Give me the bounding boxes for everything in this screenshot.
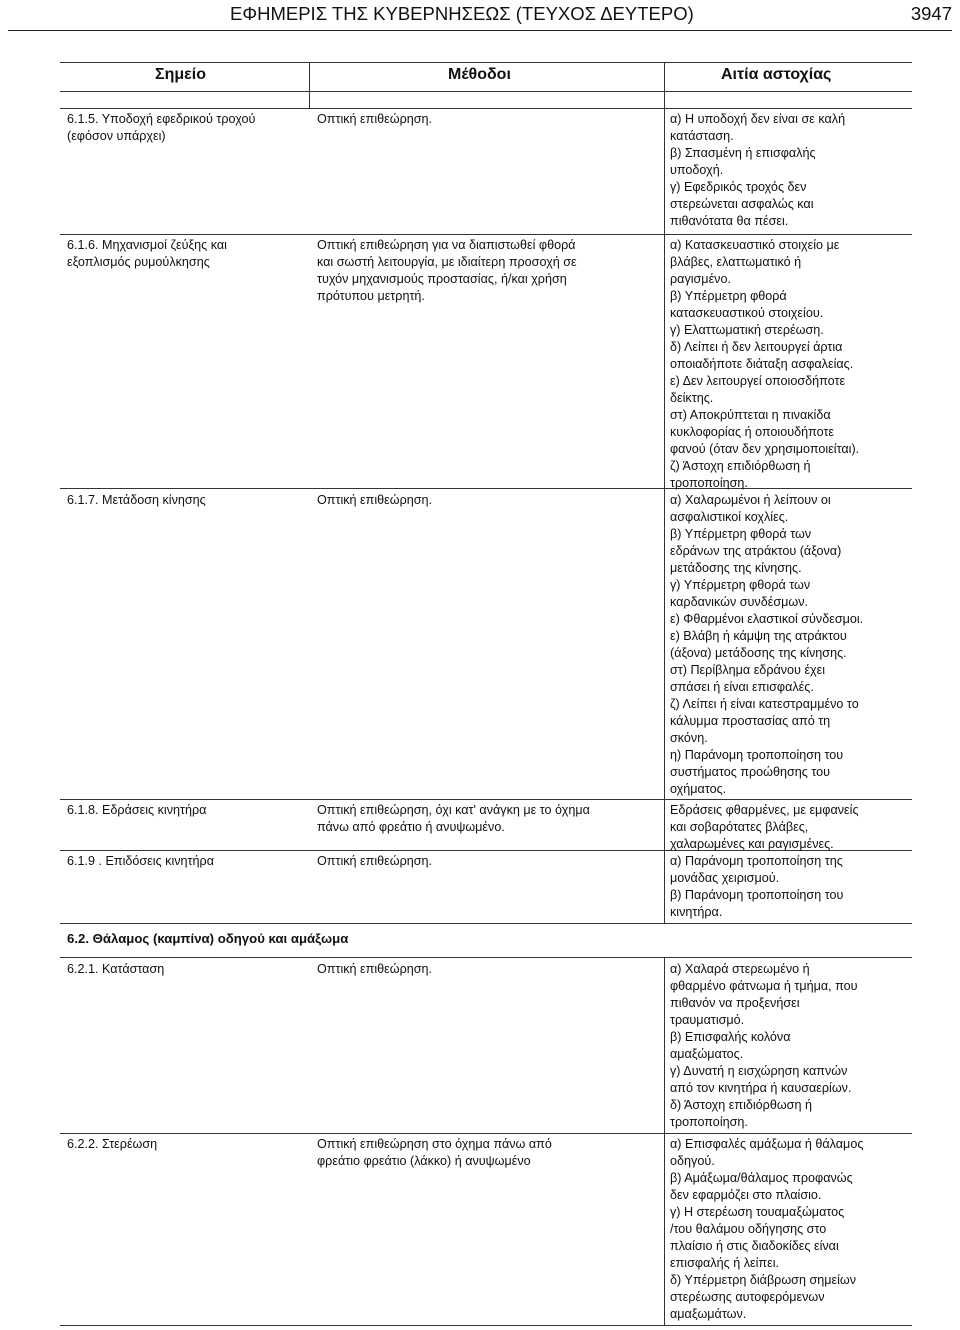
row-divider	[60, 923, 912, 924]
table-cell-cause: α) Η υποδοχή δεν είναι σε καλή κατάσταση. β) Σπασμένη ή επισφαλής υποδοχή. γ) Εφεδρικός τροχός δεν στερεώνεται ασφαλώς και πιθανότατα θα πέσει.	[670, 112, 846, 228]
table-cell-point: 6.2.2. Στερέωση	[67, 1137, 158, 1151]
column-divider	[309, 62, 310, 108]
row-divider	[60, 234, 912, 235]
table-cell-point: 6.1.7. Μετάδοση κίνησης	[67, 493, 206, 507]
table-cell-method: Οπτική επιθεώρηση.	[317, 493, 433, 507]
table-cell-method: Οπτική επιθεώρηση.	[317, 854, 433, 868]
table-cell-cause: α) Χαλαρά στερεωμένο ή φθαρμένο φάτνωμα ή τμήμα, που πιθανόν να προξενήσει τραυματισμό. β) Επισφαλής κολόνα αμαξώματος. γ) Δυνατή η εισχώρηση καπνών από τον κινητήρα ή καυσαερίων. δ) Άστοχη επιδιόρθωση ή τροποποίηση.	[670, 962, 858, 1129]
row-divider	[60, 799, 912, 800]
column-divider	[664, 62, 665, 108]
table-bottom-rule	[60, 1325, 912, 1326]
row-divider	[60, 1133, 912, 1134]
column-header-methods: Μέθοδοι	[448, 66, 511, 83]
section-title: 6.2. Θάλαμος (καμπίνα) οδηγού και αμάξωμα	[67, 931, 349, 946]
table-cell-point: 6.1.5. Υποδοχή εφεδρικού τροχού (εφόσον υπάρχει)	[67, 112, 256, 143]
table-cell-cause: α) Παράνομη τροποποίηση της μονάδας χειρισμού. β) Παράνομη τροποποίηση του κινητήρα.	[670, 854, 844, 919]
column-header-cause: Αιτία αστοχίας	[721, 66, 832, 83]
table-cell-point: 6.1.9 . Επιδόσεις κινητήρα	[67, 854, 214, 868]
header-double-rule	[60, 108, 912, 109]
table-cell-method: Οπτική επιθεώρηση, όχι κατ' ανάγκη με το όχημα πάνω από φρεάτιο ή ανυψωμένο.	[317, 803, 590, 834]
page-number: 3947	[910, 3, 952, 24]
header-bottom-rule	[60, 91, 912, 92]
table-cell-point: 6.1.6. Μηχανισμοί ζεύξης και εξοπλισμός ρυμούλκησης	[67, 238, 227, 269]
table-cell-point: 6.2.1. Κατάσταση	[67, 962, 165, 976]
page-header	[8, 0, 952, 31]
page-title: ΕΦΗΜΕΡΙΣ ΤΗΣ ΚΥΒΕΡΝΗΣΕΩΣ (ΤΕΥΧΟΣ ΔΕΥΤΕΡΟ)	[230, 3, 694, 24]
column-header-point: Σημείο	[155, 66, 206, 83]
row-divider	[60, 957, 912, 958]
table-cell-method: Οπτική επιθεώρηση.	[317, 962, 433, 976]
table-cell-point: 6.1.8. Εδράσεις κινητήρα	[67, 803, 207, 817]
table-cell-method: Οπτική επιθεώρηση.	[317, 112, 433, 126]
table-cell-cause: α) Χαλαρωμένοι ή λείπουν οι ασφαλιστικοί κοχλίες. β) Υπέρμετρη φθορά των εδράνων της ατράκτου (άξονα) μετάδοσης της κίνησης. γ) Υπέρμετρη φθορά των καρδανικών συνδέσμων. ε) Φθαρμένοι ελαστικοί σύνδεσμοι. ε) Βλάβη ή κάμψη της ατράκτου (άξονα) μετάδοσης της κίνησης. στ) Περίβλημα εδράνου έχει σπάσει ή είναι επισφαλές. ζ) Λείπει ή είναι κατεστραμμένο το κάλυμμα προστασίας από τη σκόνη. η) Παράνομη τροποποίηση του συστήματος προώθησης του οχήματος.	[670, 493, 864, 796]
table-cell-method: Οπτική επιθεώρηση στο όχημα πάνω από φρεάτιο φρεάτιο (λάκκο) ή ανυψωμένο	[317, 1137, 552, 1168]
column-divider	[664, 108, 665, 923]
table-cell-method: Οπτική επιθεώρηση για να διαπιστωθεί φθορά και σωστή λειτουργία, με ιδιαίτερη προσοχή σε τυχόν μηχανισμούς προστασίας, ή/και χρήση πρότυπου μετρητή.	[317, 238, 577, 303]
table-cell-cause: α) Κατασκευαστικό στοιχείο με βλάβες, ελαττωματικό ή ραγισμένο. β) Υπέρμετρη φθορά κατασκευαστικού στοιχείου. γ) Ελαττωματική στερέωση. δ) Λείπει ή δεν λειτουργεί άρτια οποιαδήποτε διάταξη ασφαλείας. ε) Δεν λειτουργεί οποιοσδήποτε δείκτης. στ) Αποκρύπτεται η πινακίδα κυκλοφορίας ή οποιουδήποτε φανού (όταν δεν χρησιμοποιείται). ζ) Άστοχη επιδιόρθωση ή τροποποίηση.	[670, 238, 860, 490]
table-cell-cause: Εδράσεις φθαρμένες, με εμφανείς και σοβαρότατες βλάβες, χαλαρωμένες και ραγισμένες.	[670, 803, 859, 851]
table-cell-cause: α) Επισφαλές αμάξωμα ή θάλαμος οδηγού. β) Αμάξωμα/θάλαμος προφανώς δεν εφαρμόζει στο πλαίσιο. γ) Η στερέωση τουαμαξώματος /του θαλάμου οδήγησης στο πλαίσιο ή στις διαδοκίδες είναι επισφαλής ή λείπει. δ) Υπέρμετρη διάβρωση σημείων στερέωσης αυτοφερόμενων αμαξωμάτων.	[670, 1137, 864, 1321]
column-divider	[664, 957, 665, 1325]
table-top-rule	[60, 62, 912, 63]
